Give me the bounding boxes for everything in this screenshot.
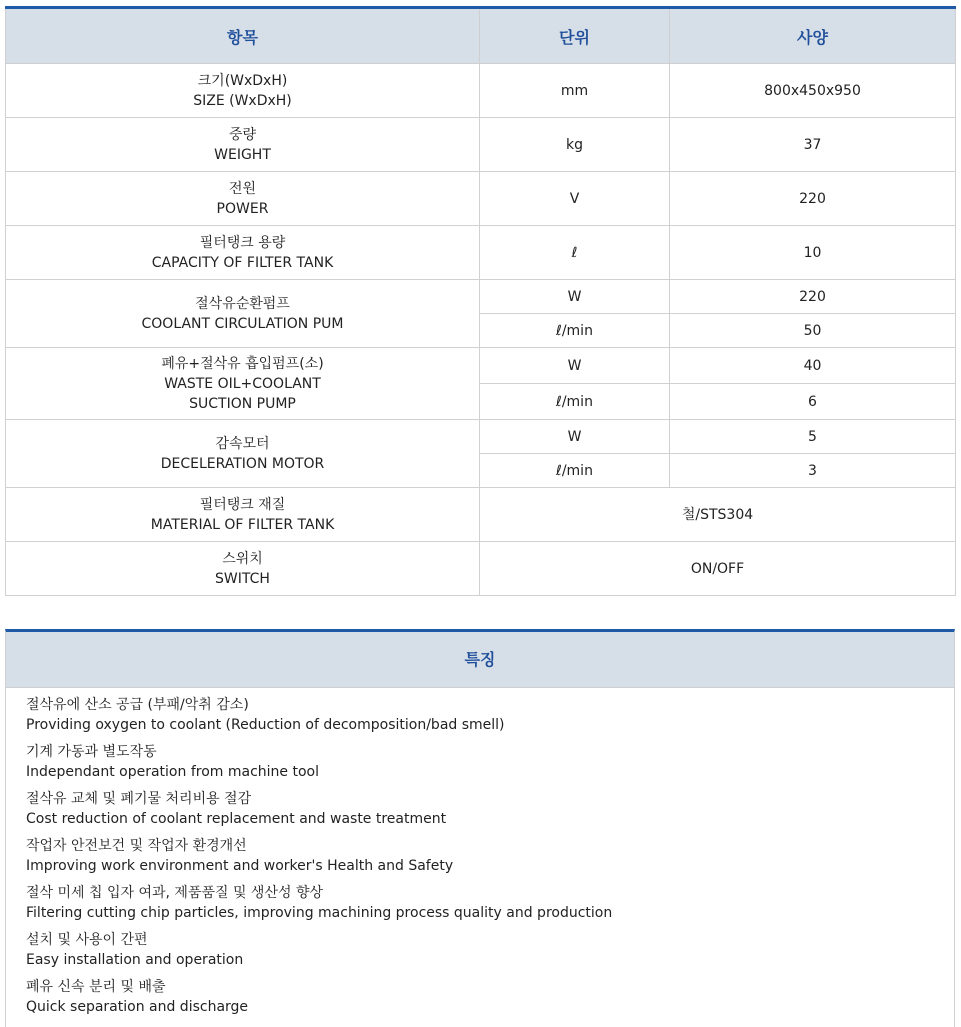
- row-unit: ℓ: [480, 226, 670, 280]
- table-row: [6, 172, 956, 226]
- row-value: ON/OFF: [480, 542, 956, 596]
- row-value: 3: [670, 454, 956, 488]
- row-unit: W: [480, 280, 670, 314]
- row-value: 40: [670, 348, 956, 384]
- row-unit: ℓ/min: [480, 384, 670, 420]
- row-value: 50: [670, 314, 956, 348]
- row-value: 37: [670, 118, 956, 172]
- table-row: [6, 348, 956, 384]
- table-row: [6, 280, 956, 314]
- spec-table-header: [6, 8, 956, 64]
- row-unit: mm: [480, 64, 670, 118]
- list-item: 작업자 안전보건 및 작업자 환경개선 Improving work environment and worker's Health and Safety: [26, 838, 454, 874]
- spec-table: [5, 6, 956, 596]
- list-item: 폐유 신속 분리 및 배출 Quick separation and discharge: [26, 979, 249, 1015]
- table-row: [6, 64, 956, 118]
- row-value: 10: [670, 226, 956, 280]
- row-unit: kg: [480, 118, 670, 172]
- table-row: [6, 542, 956, 596]
- features-list: [6, 688, 954, 1017]
- header-item: 항목: [6, 8, 480, 64]
- table-row: [6, 420, 956, 454]
- row-item-power: 전원 POWER: [6, 172, 480, 226]
- table-row: [6, 226, 956, 280]
- table-row: [6, 118, 956, 172]
- row-value: 철/STS304: [480, 488, 956, 542]
- list-item: 절삭유 교체 및 폐기물 처리비용 절감 Cost reduction of coolant replacement and waste treatment: [26, 791, 447, 827]
- row-unit: V: [480, 172, 670, 226]
- row-value: 220: [670, 172, 956, 226]
- row-unit: W: [480, 348, 670, 384]
- row-unit: W: [480, 420, 670, 454]
- row-value: 6: [670, 384, 956, 420]
- header-unit: 단위: [480, 8, 670, 64]
- row-item-capacity: 필터탱크 용량 CAPACITY OF FILTER TANK: [6, 226, 480, 280]
- list-item: 설치 및 사용이 간편 Easy installation and operation: [26, 932, 244, 968]
- list-item: 절삭유에 산소 공급 (부패/악취 감소) Providing oxygen to coolant (Reduction of decomposition/bad smell): [26, 697, 505, 733]
- row-item-weight: 중량 WEIGHT: [6, 118, 480, 172]
- header-spec: 사양: [670, 8, 956, 64]
- row-value: 220: [670, 280, 956, 314]
- row-value: 5: [670, 420, 956, 454]
- row-unit: ℓ/min: [480, 314, 670, 348]
- row-item-motor: 감속모터 DECELERATION MOTOR: [6, 420, 480, 488]
- features-title: 특징: [6, 632, 954, 688]
- row-item-material: 필터탱크 재질 MATERIAL OF FILTER TANK: [6, 488, 480, 542]
- table-row: [6, 488, 956, 542]
- row-item-size: 크기(WxDxH) SIZE (WxDxH): [6, 64, 480, 118]
- row-item-coolant-pump: 절삭유순환펌프 COOLANT CIRCULATION PUM: [6, 280, 480, 348]
- list-item: 절삭 미세 칩 입자 여과, 제품품질 및 생산성 향상 Filtering cutting chip particles, improving machining process quality and production: [26, 885, 613, 921]
- row-value: 800x450x950: [670, 64, 956, 118]
- row-unit: ℓ/min: [480, 454, 670, 488]
- features-section: [5, 629, 955, 1027]
- list-item: 기계 가동과 별도작동 Independant operation from machine tool: [26, 744, 319, 780]
- row-item-switch: 스위치 SWITCH: [6, 542, 480, 596]
- row-item-suction-pump: 폐유+절삭유 흡입펌프(소) WASTE OIL+COOLANT SUCTION PUMP: [6, 348, 480, 420]
